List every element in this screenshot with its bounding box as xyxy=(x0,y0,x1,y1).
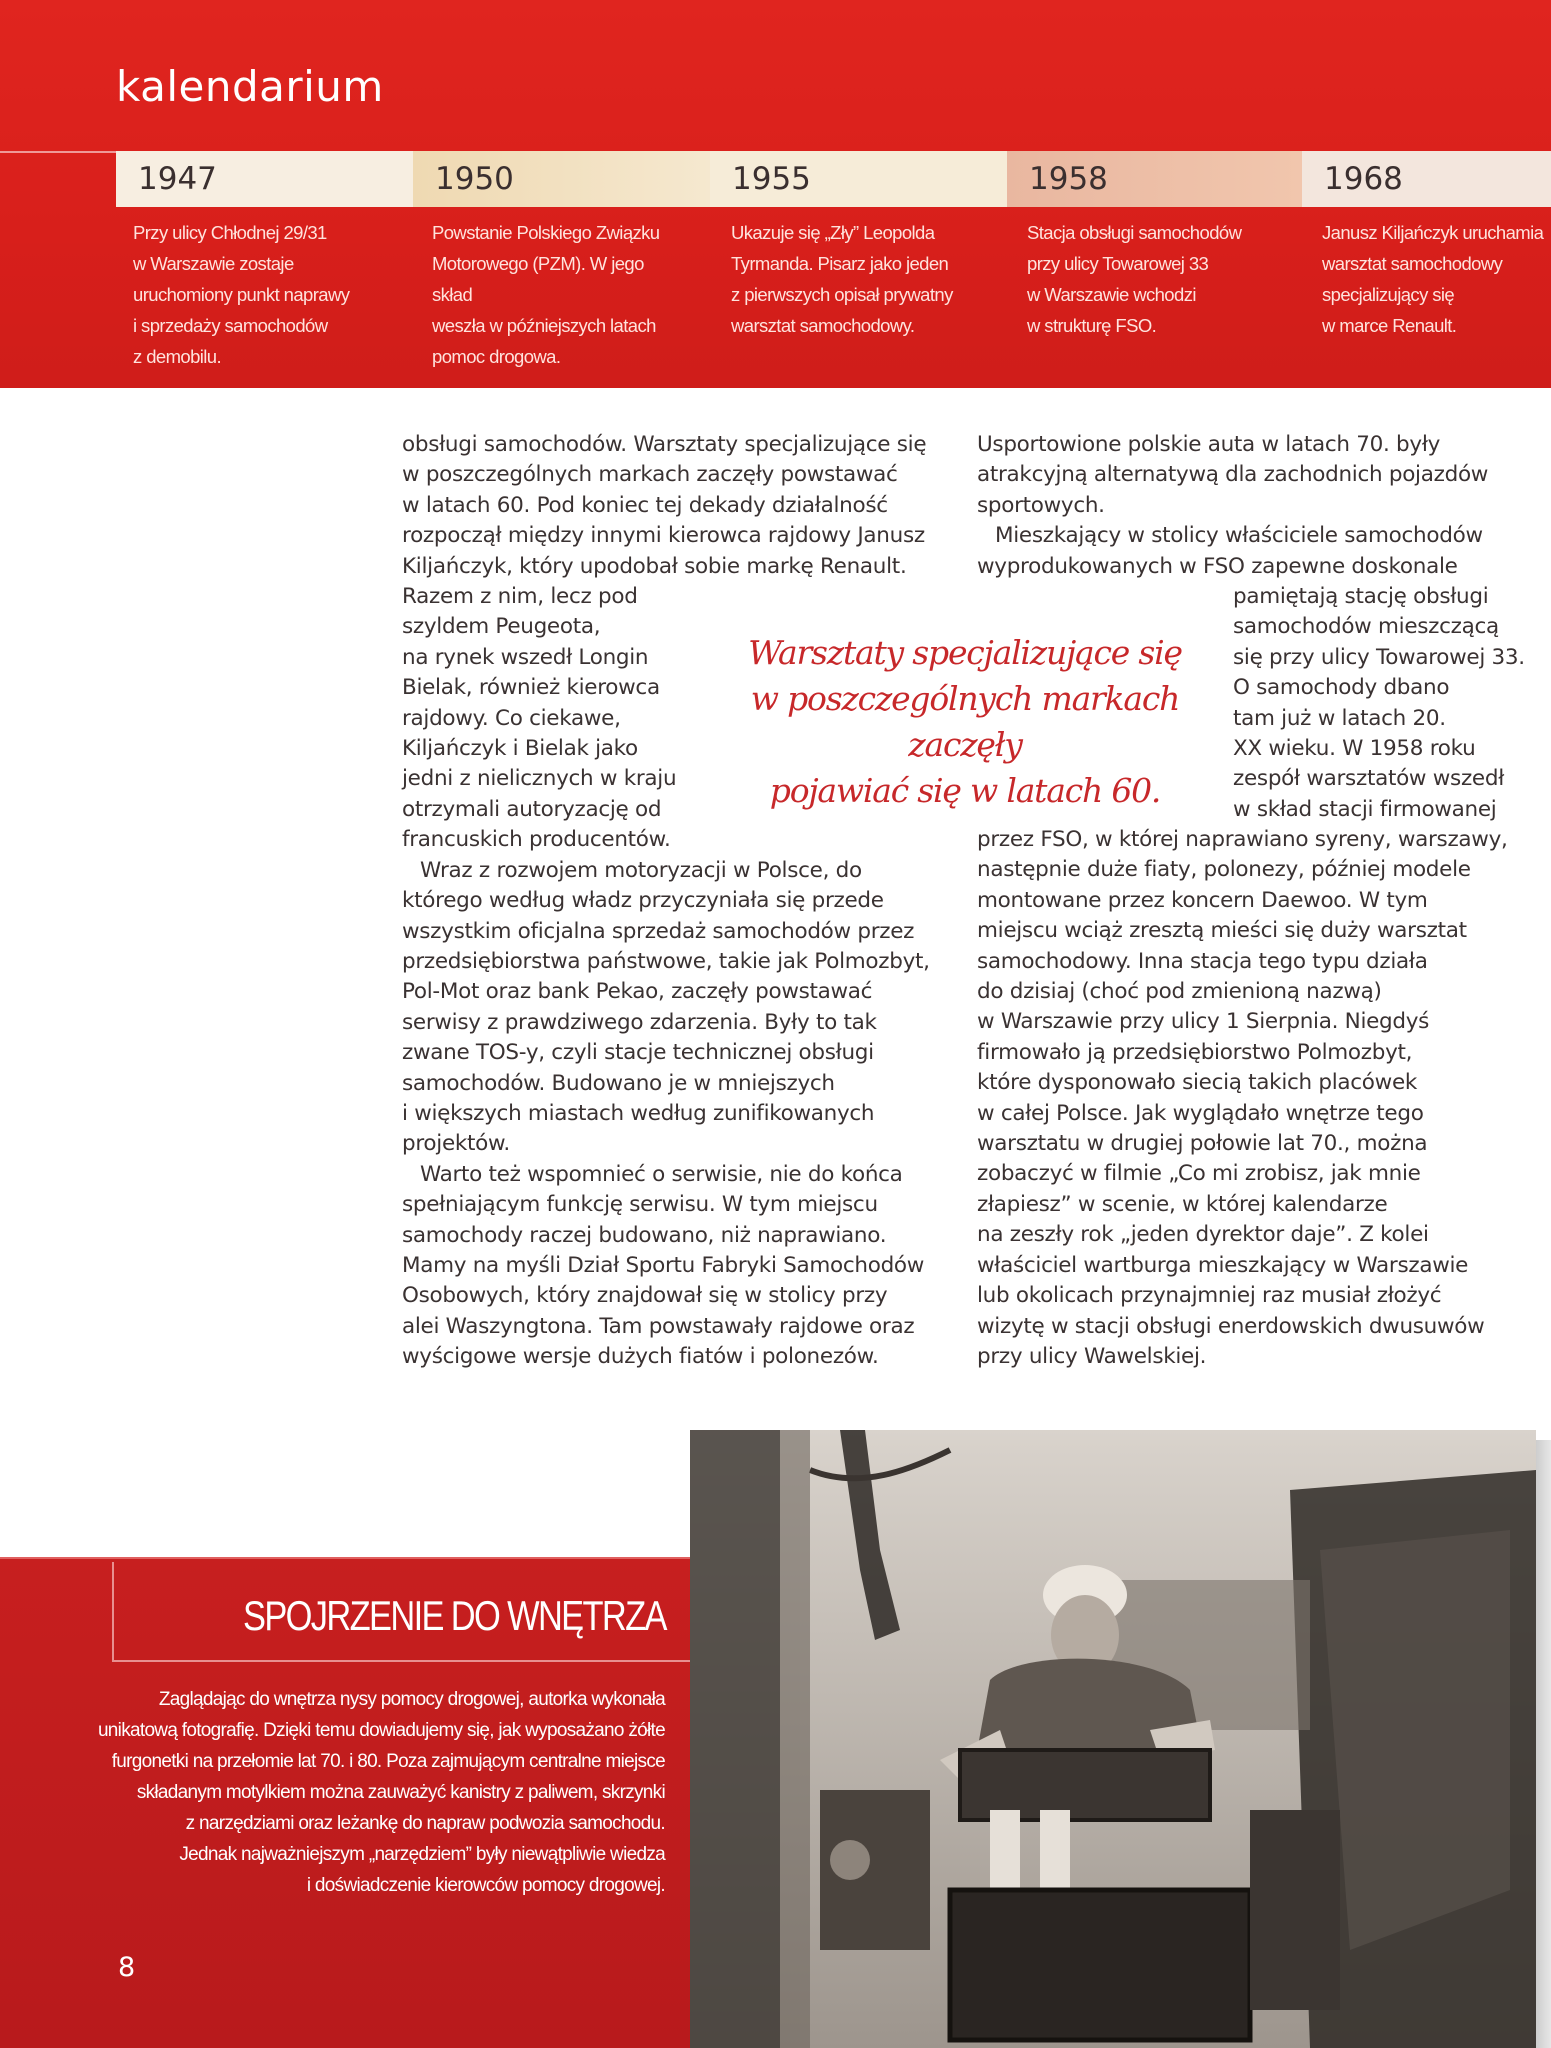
timeline-year-1947: 1947 xyxy=(116,151,413,207)
article-column-right-bottom: przez FSO, w której naprawiano syreny, warszawy, następnie duże fiaty, polonezy, później modele montowane przez koncern Daewoo. W tym miejscu wciąż zresztą mieści się duży warsztat samochodowy. Inna stacja tego typu działa do dzisiaj (choć pod zmienioną nazwą) w Warszawie przy ulicy 1 Sierpnia. Niegdyś firmowało ją przedsiębiorstwo Polmozbyt, które dysponowało siecią takich placówek w całej Polsce. Jak wyglądało wnętrze tego warsztatu w drugiej połowie lat 70., można zobaczyć w filmie „Co mi zrobisz, jak mnie złapiesz” w scenie, w której kalendarze na zeszły rok „jeden dyrektor daje”. Z kolei właściciel wartburga mieszkający w Warszawie lub okolicach przynajmniej raz musiał złożyć wizytę w stacji obsługi enerdowskich dwusuwów przy ulicy Wawelskiej. xyxy=(977,827,1508,1369)
timeline-text-1947: Przy ulicy Chłodnej 29/31 w Warszawie zostaje uruchomiony punkt naprawy i sprzedaży samochodów z demobilu. xyxy=(133,222,350,367)
calendar-title: kalendarium xyxy=(116,62,384,111)
pull-quote: Warsztaty specjalizujące się w poszczególnych markach zaczęły pojawiać się w latach 60. xyxy=(748,633,1182,810)
article-column-right-top: Usportowione polskie auta w latach 70. były atrakcyjną alternatywą dla zachodnich pojazdów sportowych. Mieszkający w stolicy właściciele samochodów wyprodukowanych w FSO zapewne doskonale xyxy=(977,432,1489,579)
timeline-text-1968: Janusz Kiljańczyk uruchamia warsztat samochodowy specjalizujący się w marce Renault. xyxy=(1322,222,1544,336)
article-column-right-wrap: pamiętają stację obsługi samochodów mieszczącą się przy ulicy Towarowej 33. O samochody dbano tam już w latach 20. XX wieku. W 1958 roku zespół warsztatów wszedł w skład stacji firmowanej xyxy=(1233,584,1525,822)
photo-caption: Zaglądając do wnętrza nysy pomocy drogowej, autorka wykonała unikatową fotografię. Dzięki temu dowiadujemy się, jak wyposażano żółte furgonetki na przełomie lat 70. i 80. Poza zajmującym centralne miejsce składanym motylkiem można zauważyć kanistry z paliwem, skrzynki z narzędziami oraz leżankę do napraw podwozia samochodu. Jednak najważniejszym „narzędziem” były niewątpliwie wiedza i doświadczenie kierowców pomocy drogowej. xyxy=(97,1689,665,1896)
sidebar-top-rule xyxy=(0,1557,690,1559)
timeline-year-1958: 1958 xyxy=(1007,151,1302,207)
page-number: 8 xyxy=(118,1952,136,1983)
article-column-left: obsługi samochodów. Warsztaty specjalizujące się w poszczególnych markach zaczęły powstawać w latach 60. Pod koniec tej dekady działalność rozpoczął między innymi kierowca rajdowy Janusz Kiljańczyk, który upodobał sobie markę Renault. Razem z nim, lecz pod szyldem Peugeota, na rynek wszedł Longin Bielak, również kierowca rajdowy. Co ciekawe, Kiljańczyk i Bielak jako jedni z nielicznych w kraju otrzymali autoryzację od francuskich producentów. Wraz z rozwojem motoryzacji w Polsce, do którego według władz przyczyniała się przede wszystkim oficjalna sprzedaż samochodów przez przedsiębiorstwa państwowe, takie jak Polmozbyt, Pol-Mot oraz bank Pekao, zaczęły powstawać serwisy z prawdziwego zdarzenia. Były to tak zwane TOS-y, czyli stacje technicznej obsługi samochodów. Budowano je w mniejszych i większych miastach według zunifikowanych projektów. Warto też wspomnieć o serwisie, nie do końca spełniającym funkcję serwisu. W tym miejscu samochody raczej budowano, niż naprawiano. Mamy na myśli Dział Sportu Fabryki Samochodów Osobowych, który znajdował się w stolicy przy alei Waszyngtona. Tam powstawały rajdowe oraz wyścigowe wersje dużych fiatów i polonezów. xyxy=(402,432,930,1370)
timeline-year-1968: 1968 xyxy=(1302,151,1551,207)
workshop-photo-illustration xyxy=(690,1430,1536,2048)
timeline-year-1950: 1950 xyxy=(413,151,710,207)
timeline-year-1955: 1955 xyxy=(710,151,1007,207)
section-title: SPOJRZENIE DO WNĘTRZA xyxy=(243,1592,666,1639)
timeline-text-1950: Powstanie Polskiego Związku Motorowego (PZM). W jego skład weszła w późniejszych latach pomoc drogowa. xyxy=(432,222,660,367)
workshop-photo xyxy=(690,1430,1536,2048)
timeline-text-1955: Ukazuje się „Zły” Leopolda Tyrmanda. Pisarz jako jeden z pierwszych opisał prywatny warsztat samochodowy. xyxy=(731,222,953,336)
timeline-text-1958: Stacja obsługi samochodów przy ulicy Towarowej 33 w Warszawie wchodzi w strukturę FSO. xyxy=(1027,222,1242,336)
